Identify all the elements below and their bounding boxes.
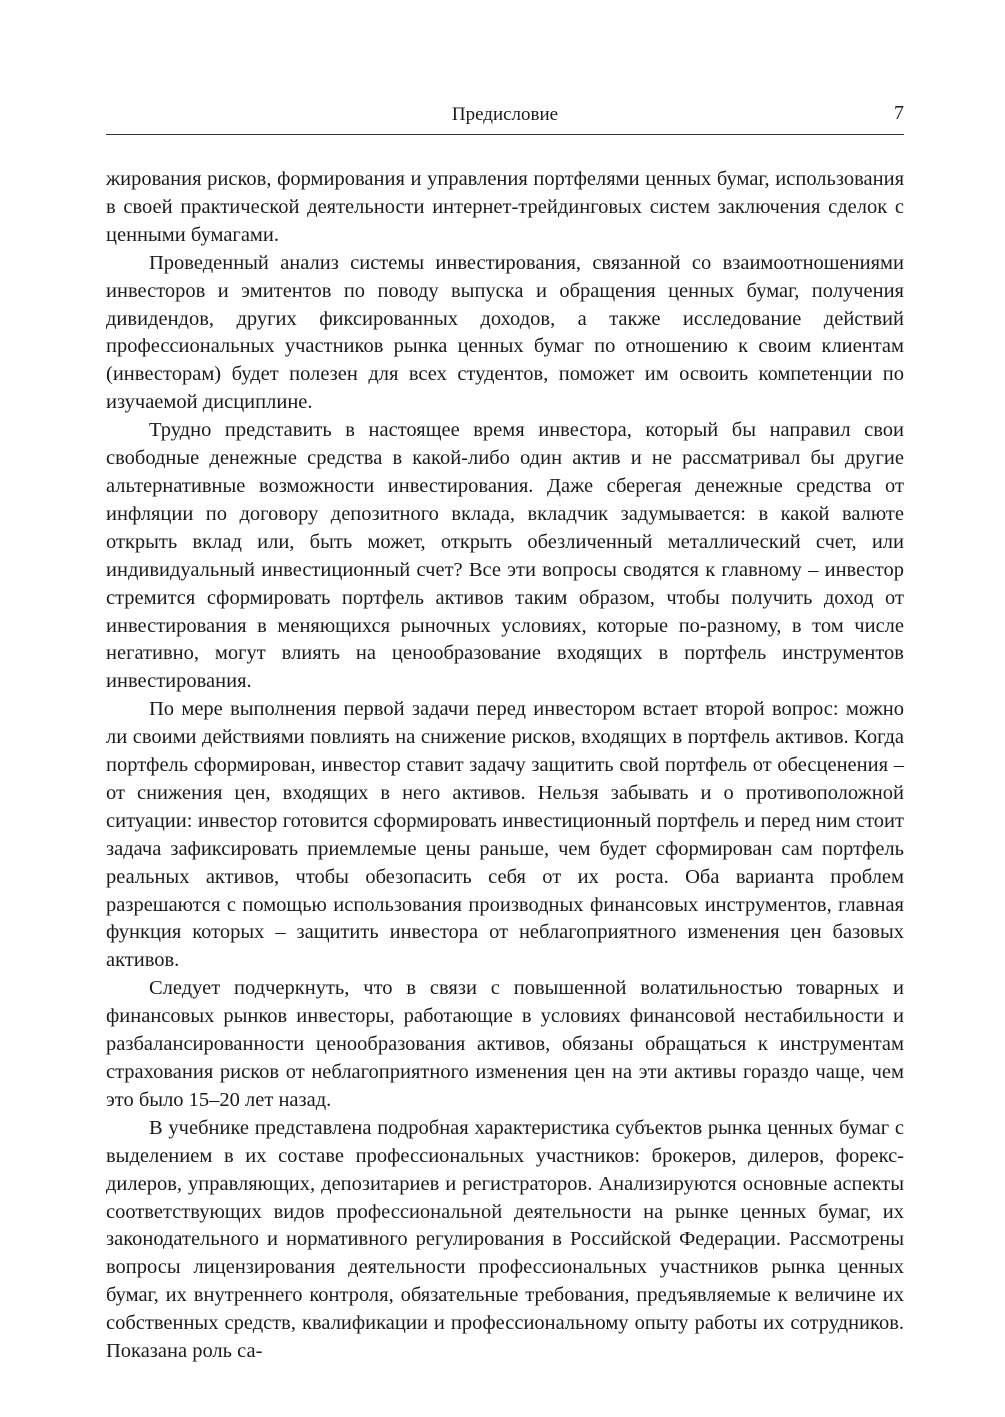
paragraph: Трудно представить в настоящее время инвестора, который бы направил свои свободные денежные средства в какой-либо один актив и не рассматривал бы другие альтернативные возможности инвестирования. Даже сберегая денежные средства от инфляции по договору депозитного вклада, вкладчик задумывается: в какой валюте открыть вклад или, быть может, открыть обезличенный металлический счет, или индивидуальный инвестиционный счет? Все эти вопросы сводятся к главному – инвестор стремится сформировать портфель активов таким образом, чтобы получить доход от инвестирования в меняющихся рыночных условиях, которые по-разному, в том числе негативно, могут влиять на ценообразование входящих в портфель инструментов инвестирования.: [106, 419, 904, 693]
running-title: Предисловие: [451, 104, 559, 125]
running-head: [106, 100, 904, 135]
paragraph-continued: жирования рисков, формирования и управления портфелями ценных бумаг, использования в своей практической деятельности интернет-трейдинговых систем заключения сделок с ценными бумагами.: [106, 168, 904, 246]
body-text: [106, 166, 904, 1366]
book-page: [106, 0, 904, 1417]
paragraph: В учебнике представлена подробная характеристика субъектов рынка ценных бумаг с выделением в их составе профессиональных участников: брокеров, дилеров, форекс-дилеров, управляющих, депозитариев и регистраторов. Анализируются основные аспекты соответствующих видов профессиональной деятельности на рынке ценных бумаг, их законодательного и нормативного регулирования в Российской Федерации. Рассмотрены вопросы лицензирования деятельности профессиональных участников рынка ценных бумаг, их внутреннего контроля, обязательные требования, предъявляемые к величине их собственных средств, квалификации и профессиональному опыту работы их сотрудников. Показана роль са-: [106, 1116, 904, 1363]
page-number: 7: [894, 102, 904, 124]
paragraph: Проведенный анализ системы инвестирования, связанной со взаимоотношениями инвесторов и эмитентов по поводу выпуска и обращения ценных бумаг, получения дивидендов, других фиксированных доходов, а также исследование действий профессиональных участников рынка ценных бумаг по отношению к своим клиентам (инвесторам) будет полезен для всех студентов, поможет им освоить компетенции по изучаемой дисциплине.: [106, 251, 904, 414]
paragraph: Следует подчеркнуть, что в связи с повышенной волатильностью товарных и финансовых рынков инвесторы, работающие в условиях финансовой нестабильности и разбалансированности ценообразования активов, обязаны обращаться к инструментам страхования рисков от неблагоприятного изменения цен на эти активы гораздо чаще, чем это было 15–20 лет назад.: [106, 977, 904, 1111]
paragraph: По мере выполнения первой задачи перед инвестором встает второй вопрос: можно ли своими действиями повлиять на снижение рисков, входящих в портфель активов. Когда портфель сформирован, инвестор ставит задачу защитить свой портфель от обесценения – от снижения цен, входящих в него активов. Нельзя забывать и о противоположной ситуации: инвестор готовится сформировать инвестиционный портфель и перед ним стоит задача зафиксировать приемлемые цены раньше, чем будет сформирован сам портфель реальных активов, чтобы обезопасить себя от их роста. Оба варианта проблем разрешаются с помощью использования производных финансовых инструментов, главная функция которых – защитить инвестора от неблагоприятного изменения цен базовых активов.: [106, 698, 904, 972]
